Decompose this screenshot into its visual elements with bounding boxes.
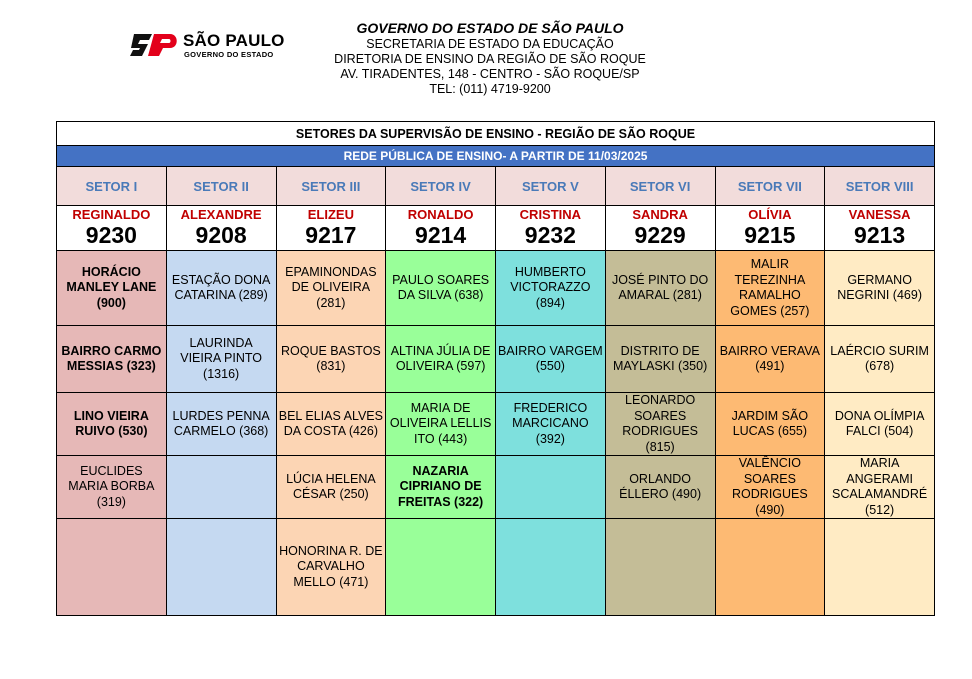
school-cell: LÚCIA HELENA CÉSAR (250) [276, 456, 386, 519]
school-cell: BAIRRO VARGEM (550) [496, 326, 606, 393]
school-cell [825, 519, 935, 616]
school-cell: JARDIM SÃO LUCAS (655) [715, 393, 825, 456]
school-cell [57, 519, 167, 616]
supervisor-cell [276, 206, 386, 251]
school-cell [715, 519, 825, 616]
school-row [57, 251, 935, 326]
school-cell: LINO VIEIRA RUIVO (530) [57, 393, 167, 456]
sector-label: SETOR VIII [825, 167, 935, 206]
sector-label: SETOR V [496, 167, 606, 206]
school-cell: LEONARDO SOARES RODRIGUES (815) [605, 393, 715, 456]
supervisor-cell [605, 206, 715, 251]
school-cell: PAULO SOARES DA SILVA (638) [386, 251, 496, 326]
sector-code: 9215 [744, 222, 796, 248]
school-cell: EPAMINONDAS DE OLIVEIRA (281) [276, 251, 386, 326]
school-cell [605, 519, 715, 616]
sectors-table [56, 121, 935, 616]
sector-label: SETOR III [276, 167, 386, 206]
school-cell: DONA OLÍMPIA FALCI (504) [825, 393, 935, 456]
supervisor-name: VANESSA [848, 207, 911, 222]
school-cell: LAURINDA VIEIRA PINTO (1316) [166, 326, 276, 393]
school-cell [166, 519, 276, 616]
supervisor-name: REGINALDO [72, 207, 151, 222]
school-cell: BEL ELIAS ALVES DA COSTA (426) [276, 393, 386, 456]
supervisor-name: CRISTINA [519, 207, 582, 222]
supervisor-cell [166, 206, 276, 251]
secretariat-line: SECRETARIA DE ESTADO DA EDUCAÇÃO [366, 37, 614, 51]
school-row [57, 456, 935, 519]
table-title: SETORES DA SUPERVISÃO DE ENSINO - REGIÃO DE SÃO ROQUE [57, 122, 935, 146]
supervisor-cell [715, 206, 825, 251]
phone-line: TEL: (011) 4719-9200 [429, 82, 551, 96]
supervisor-cell [57, 206, 167, 251]
supervisor-name: SANDRA [632, 207, 688, 222]
school-cell: NAZARIA CIPRIANO DE FREITAS (322) [386, 456, 496, 519]
supervisor-cell [386, 206, 496, 251]
school-cell [386, 519, 496, 616]
supervisor-row [57, 206, 935, 251]
sector-code: 9217 [305, 222, 357, 248]
table-subtitle: REDE PÚBLICA DE ENSINO- A PARTIR DE 11/03/2025 [57, 146, 935, 167]
sector-code: 9230 [85, 222, 137, 248]
school-cell [496, 519, 606, 616]
sector-label: SETOR VII [715, 167, 825, 206]
logo-title: SÃO PAULO [183, 31, 285, 50]
school-cell: HORÁCIO MANLEY LANE (900) [57, 251, 167, 326]
school-cell: ESTAÇÃO DONA CATARINA (289) [166, 251, 276, 326]
school-cell: ROQUE BASTOS (831) [276, 326, 386, 393]
school-cell: HUMBERTO VICTORAZZO (894) [496, 251, 606, 326]
school-cell: MALIR TEREZINHA RAMALHO GOMES (257) [715, 251, 825, 326]
school-row [57, 519, 935, 616]
supervisor-name: ALEXANDRE [180, 207, 262, 222]
sao-paulo-government-logo [130, 30, 290, 60]
school-cell: VALÊNCIO SOARES RODRIGUES (490) [715, 456, 825, 519]
sector-label: SETOR IV [386, 167, 496, 206]
school-cell: EUCLIDES MARIA BORBA (319) [57, 456, 167, 519]
school-cell: BAIRRO CARMO MESSIAS (323) [57, 326, 167, 393]
sector-code: 9229 [634, 222, 686, 248]
school-cell [496, 456, 606, 519]
sector-label: SETOR VI [605, 167, 715, 206]
sp-logo-icon [130, 32, 180, 58]
supervisor-name: ELIZEU [307, 207, 354, 222]
school-cell: ALTINA JÚLIA DE OLIVEIRA (597) [386, 326, 496, 393]
logo-subtitle: GOVERNO DO ESTADO [184, 50, 274, 59]
school-row [57, 326, 935, 393]
school-row [57, 393, 935, 456]
sector-header-row [57, 167, 935, 206]
sector-code: 9232 [524, 222, 576, 248]
address-line: AV. TIRADENTES, 148 - CENTRO - SÃO ROQUE/SP [340, 67, 640, 81]
school-cell: GERMANO NEGRINI (469) [825, 251, 935, 326]
supervisor-name: OLÍVIA [748, 207, 792, 222]
school-cell [166, 456, 276, 519]
school-cell: MARIA DE OLIVEIRA LELLIS ITO (443) [386, 393, 496, 456]
sector-code: 9213 [854, 222, 906, 248]
supervisor-name: RONALDO [407, 207, 474, 222]
government-title: GOVERNO DO ESTADO DE SÃO PAULO [356, 20, 624, 36]
sector-label: SETOR II [166, 167, 276, 206]
school-cell: DISTRITO DE MAYLASKI (350) [605, 326, 715, 393]
school-cell: ORLANDO ÉLLERO (490) [605, 456, 715, 519]
supervisor-cell [496, 206, 606, 251]
school-cell: BAIRRO VERAVA (491) [715, 326, 825, 393]
school-cell: JOSÉ PINTO DO AMARAL (281) [605, 251, 715, 326]
sector-code: 9214 [415, 222, 467, 248]
sector-label: SETOR I [57, 167, 167, 206]
school-cell: HONORINA R. DE CARVALHO MELLO (471) [276, 519, 386, 616]
school-cell: MARIA ANGERAMI SCALAMANDRÉ (512) [825, 456, 935, 519]
sector-code: 9208 [195, 222, 247, 248]
school-cell: FREDERICO MARCICANO (392) [496, 393, 606, 456]
school-cell: LURDES PENNA CARMELO (368) [166, 393, 276, 456]
supervisor-cell [825, 206, 935, 251]
school-cell: LAÉRCIO SURIM (678) [825, 326, 935, 393]
directorate-line: DIRETORIA DE ENSINO DA REGIÃO DE SÃO ROQUE [334, 52, 646, 66]
document-header [300, 20, 680, 97]
